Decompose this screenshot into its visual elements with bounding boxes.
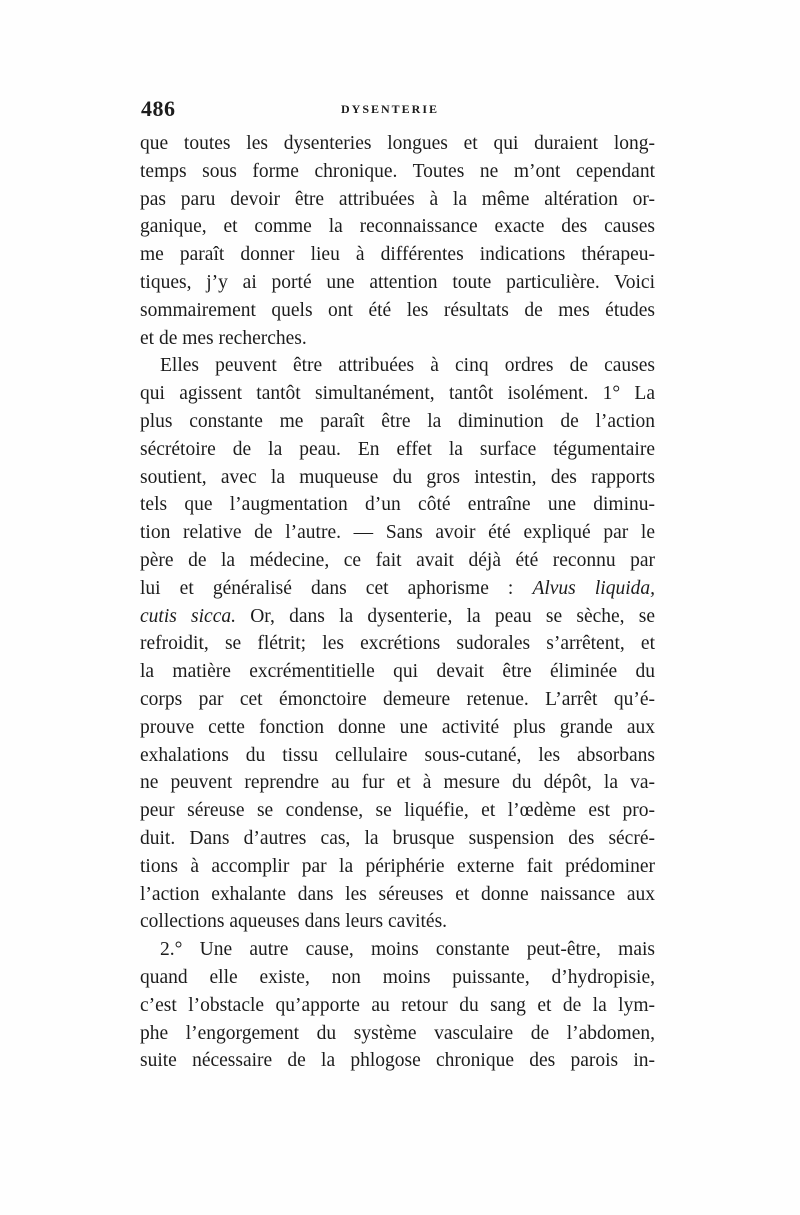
text-line: tions à accomplir par la périphérie externe fait prédominer	[140, 855, 655, 877]
text-line: père de la médecine, ce fait avait déjà été reconnu par	[140, 549, 655, 571]
text-line: peur séreuse se condense, se liquéfie, et l’œdème est pro-	[140, 800, 655, 822]
text-line: Elles peuvent être attribuées à cinq ordres de causes	[160, 355, 655, 377]
text-line: tels que l’augmentation d’un côté entraîne une diminu-	[140, 494, 655, 516]
text-line: phe l’engorgement du système vasculaire de l’abdomen,	[140, 1022, 655, 1044]
text-line: exhalations du tissu cellulaire sous-cutané, les absorbans	[140, 744, 655, 766]
text-line: ne peuvent reprendre au fur et à mesure du dépôt, la va-	[140, 772, 655, 794]
text-line: sommairement quels ont été les résultats de mes études	[140, 299, 655, 321]
text-line: que toutes les dysenteries longues et qui duraient long-	[140, 133, 655, 154]
text-line: me paraît donner lieu à différentes indications thérapeu-	[140, 244, 655, 266]
text-line: corps par cet émonctoire demeure retenue. L’arrêt qu’é-	[140, 688, 655, 710]
page-header	[141, 96, 656, 126]
running-head: DYSENTERIE	[341, 102, 440, 116]
text-line-with-aphorism	[140, 575, 655, 603]
aphorism-intro: lui et généralisé dans cet aphorisme :	[140, 577, 514, 599]
aphorism-latin-part2: cutis sicca.	[140, 605, 236, 627]
text-line: 2.° Une autre cause, moins constante peut-être, mais	[160, 939, 655, 961]
text-line: quand elle existe, non moins puissante, d’hydropisie,	[140, 966, 655, 988]
text-line: la matière excrémentitielle qui devait être éliminée du	[140, 661, 655, 683]
text-line: tion relative de l’autre. — Sans avoir été expliqué par le	[140, 522, 655, 544]
text-line: duit. Dans d’autres cas, la brusque suspension des sécré-	[140, 827, 655, 849]
aphorism-latin-part1: Alvus liquida,	[532, 577, 655, 599]
text-line: et de mes recherches.	[140, 327, 307, 349]
text-line: c’est l’obstacle qu’apporte au retour du sang et de la lym-	[140, 994, 655, 1016]
text-line: tiques, j’y ai porté une attention toute particulière. Voici	[140, 271, 655, 293]
page-number: 486	[141, 96, 176, 121]
text-line: sécrétoire de la peau. En effet la surface tégumentaire	[140, 438, 655, 460]
aphorism-followup: Or, dans la dysenterie, la peau se sèche, se	[250, 605, 655, 627]
text-line: qui agissent tantôt simultanément, tantôt isolément. 1° La	[140, 383, 655, 405]
text-line: soutient, avec la muqueuse du gros intestin, des rapports	[140, 466, 655, 488]
body-text	[140, 130, 655, 1075]
text-line: plus constante me paraît être la diminution de l’action	[140, 410, 655, 432]
text-line: refroidit, se flétrit; les excrétions sudorales s’arrêtent, et	[140, 633, 655, 655]
text-line: prouve cette fonction donne une activité plus grande aux	[140, 716, 655, 738]
text-line: suite nécessaire de la phlogose chronique des parois in-	[140, 1050, 655, 1072]
text-line: ganique, et comme la reconnaissance exacte des causes	[140, 216, 655, 238]
text-line: collections aqueuses dans leurs cavités.	[140, 911, 448, 933]
text-line-with-aphorism	[140, 603, 655, 631]
text-line: pas paru devoir être attribuées à la même altération or-	[140, 188, 655, 210]
text-line: l’action exhalante dans les séreuses et donne naissance aux	[140, 883, 655, 905]
text-line: temps sous forme chronique. Toutes ne m’ont cependant	[140, 160, 655, 182]
